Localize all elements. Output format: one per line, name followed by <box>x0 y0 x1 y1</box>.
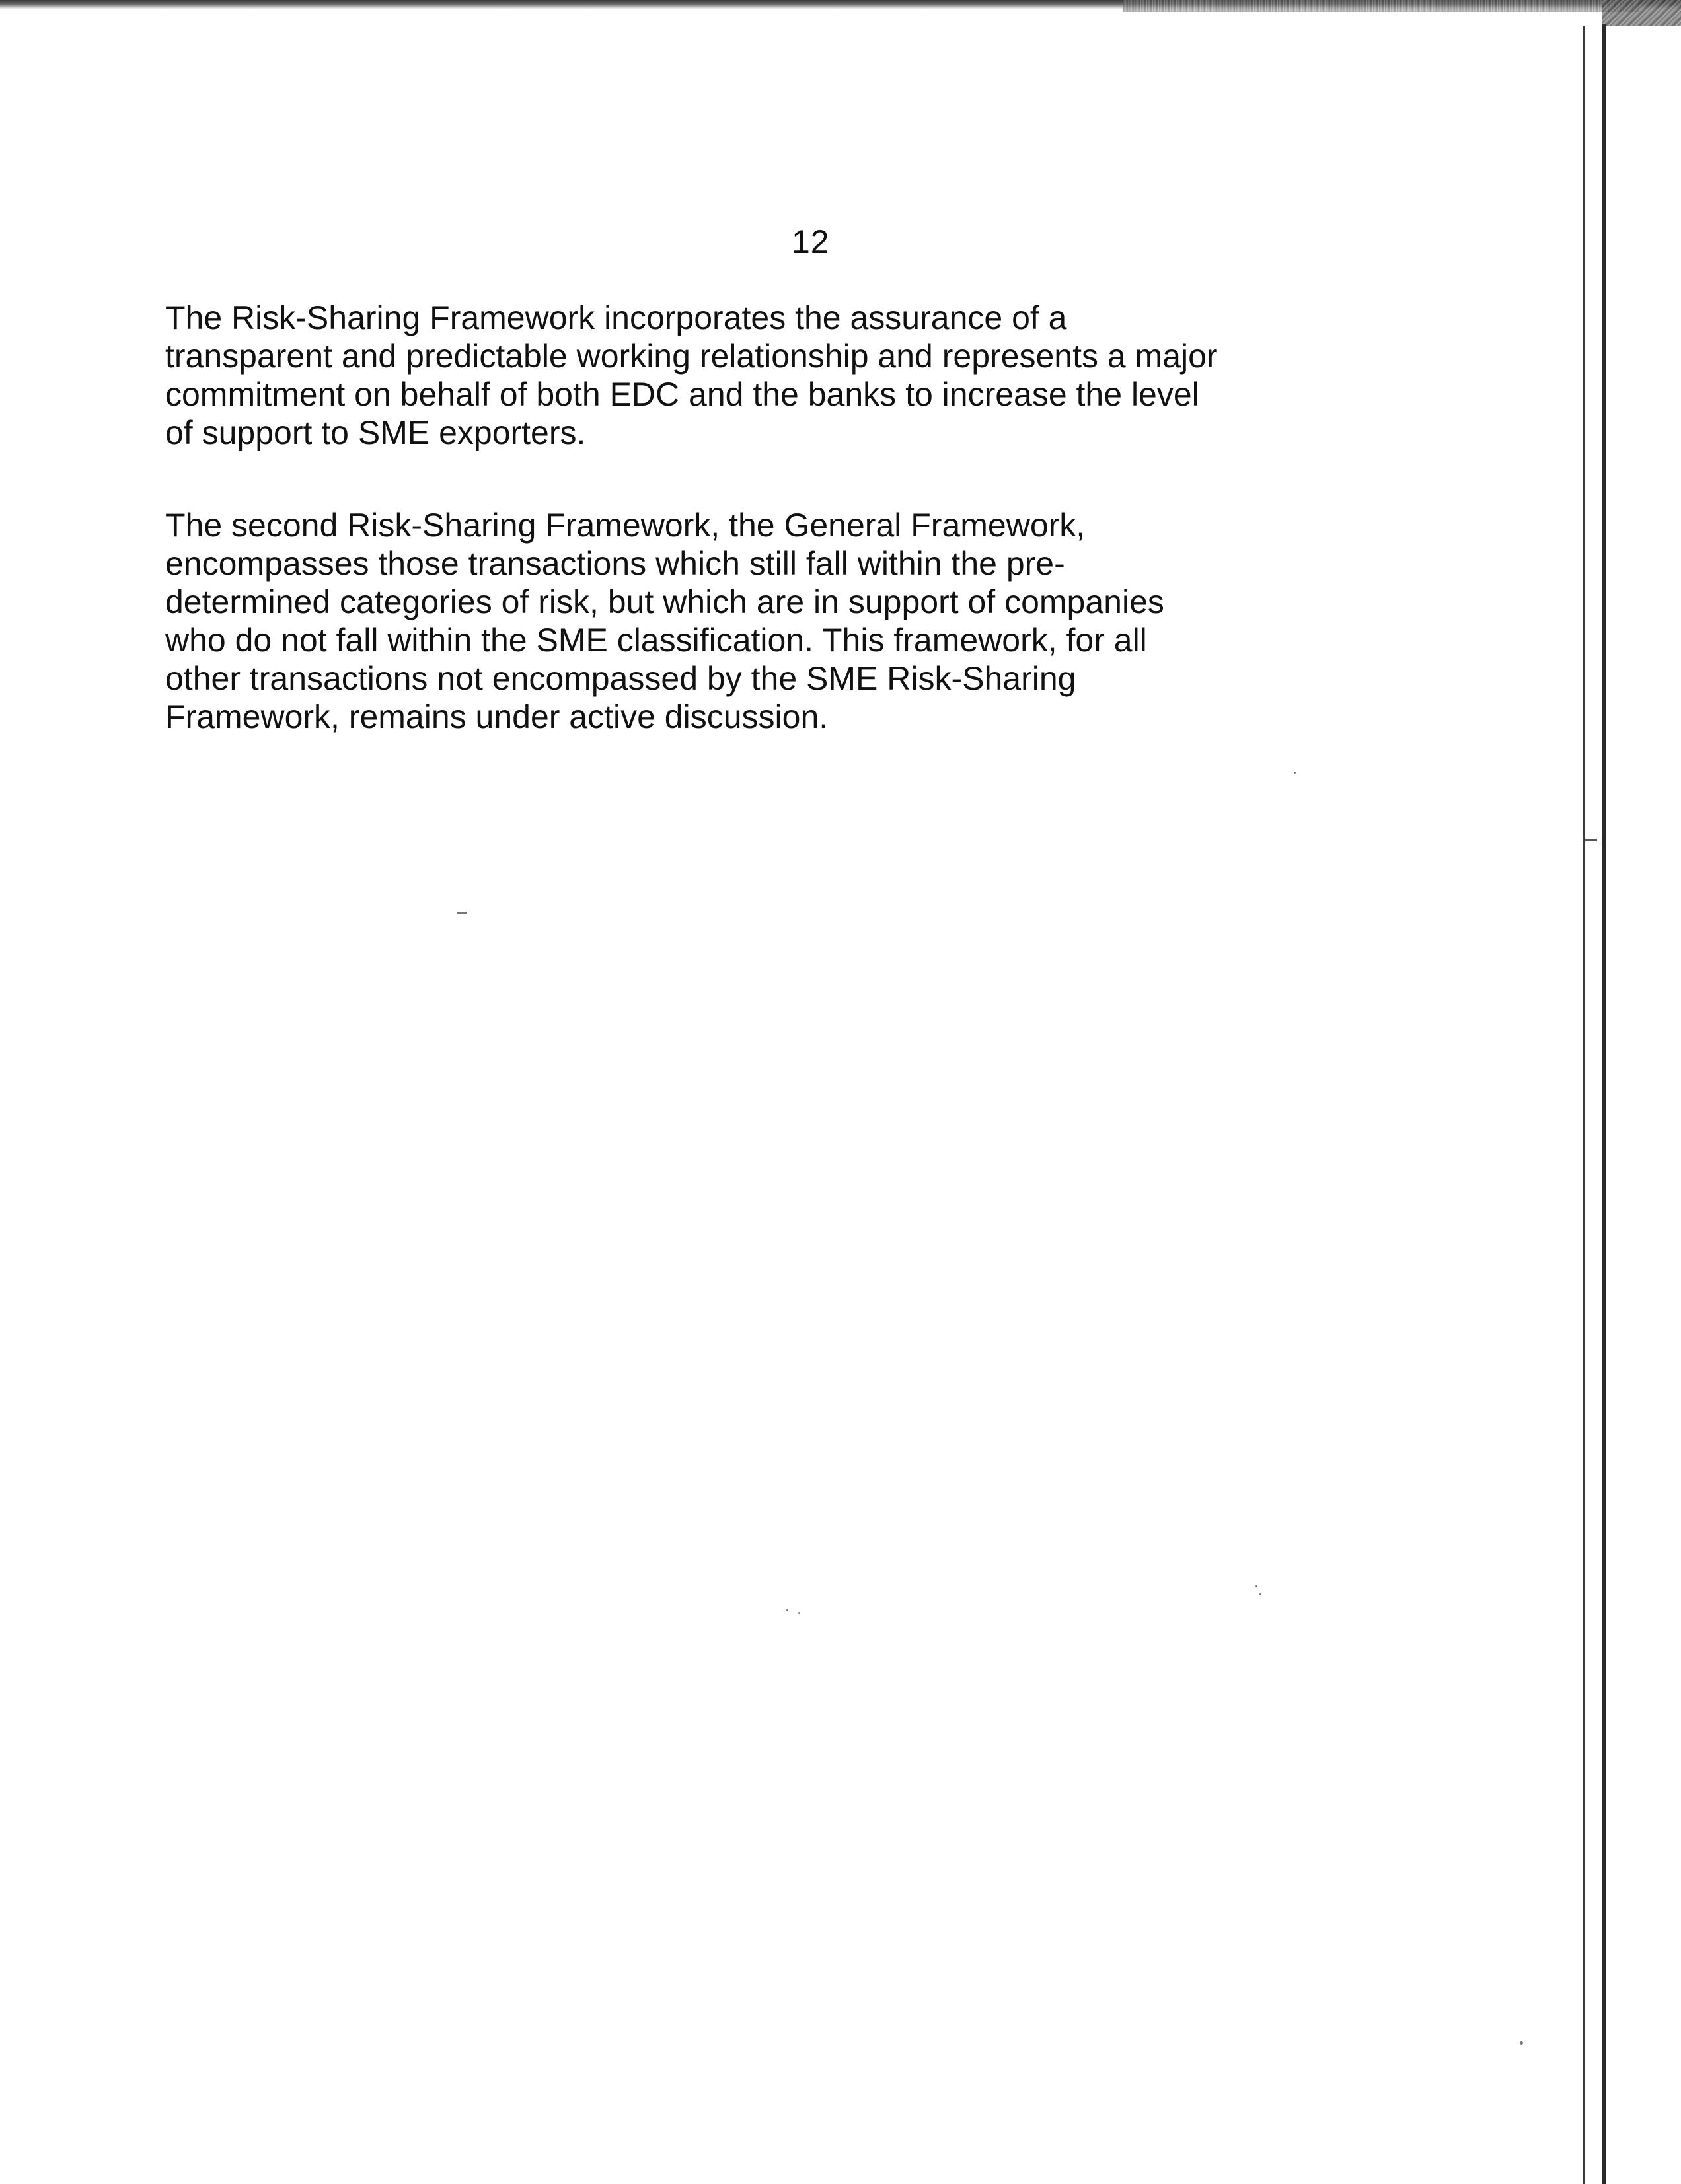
text-line: of support to SME exporters. <box>165 414 586 451</box>
scan-speck <box>798 1612 800 1614</box>
text-line: The second Risk-Sharing Framework, the General Framework, <box>165 507 1086 544</box>
text-line: Framework, remains under active discussion. <box>165 698 829 735</box>
text-line: who do not fall within the SME classification. This framework, for all <box>165 622 1147 659</box>
binding-edge-line-thick <box>1602 24 1606 2184</box>
text-line: transparent and predictable working relationship and represents a major <box>165 338 1218 375</box>
scan-top-edge <box>0 0 1681 9</box>
page-number: 12 <box>792 223 830 260</box>
text-line: other transactions not encompassed by the SME Risk-Sharing <box>165 660 1076 697</box>
scan-speck <box>786 1609 788 1611</box>
scan-speck <box>1255 1585 1257 1587</box>
scan-speck <box>1259 1593 1261 1595</box>
scan-speck <box>1520 2041 1523 2045</box>
paragraph-risk-sharing-framework <box>165 299 1474 452</box>
binding-edge-mark <box>1585 839 1597 841</box>
text-line: The Risk-Sharing Framework incorporates the assurance of a <box>165 299 1067 336</box>
scan-speck <box>1294 772 1296 774</box>
text-line: encompasses those transactions which still fall within the pre- <box>165 545 1065 582</box>
text-line: commitment on behalf of both EDC and the banks to increase the level <box>165 376 1199 413</box>
binding-edge-line <box>1583 26 1585 2184</box>
paragraph-general-framework <box>165 506 1474 736</box>
scan-corner-artifact <box>1602 0 1681 26</box>
text-line: determined categories of risk, but which are in support of companies <box>165 583 1164 620</box>
scan-speck <box>457 912 467 914</box>
